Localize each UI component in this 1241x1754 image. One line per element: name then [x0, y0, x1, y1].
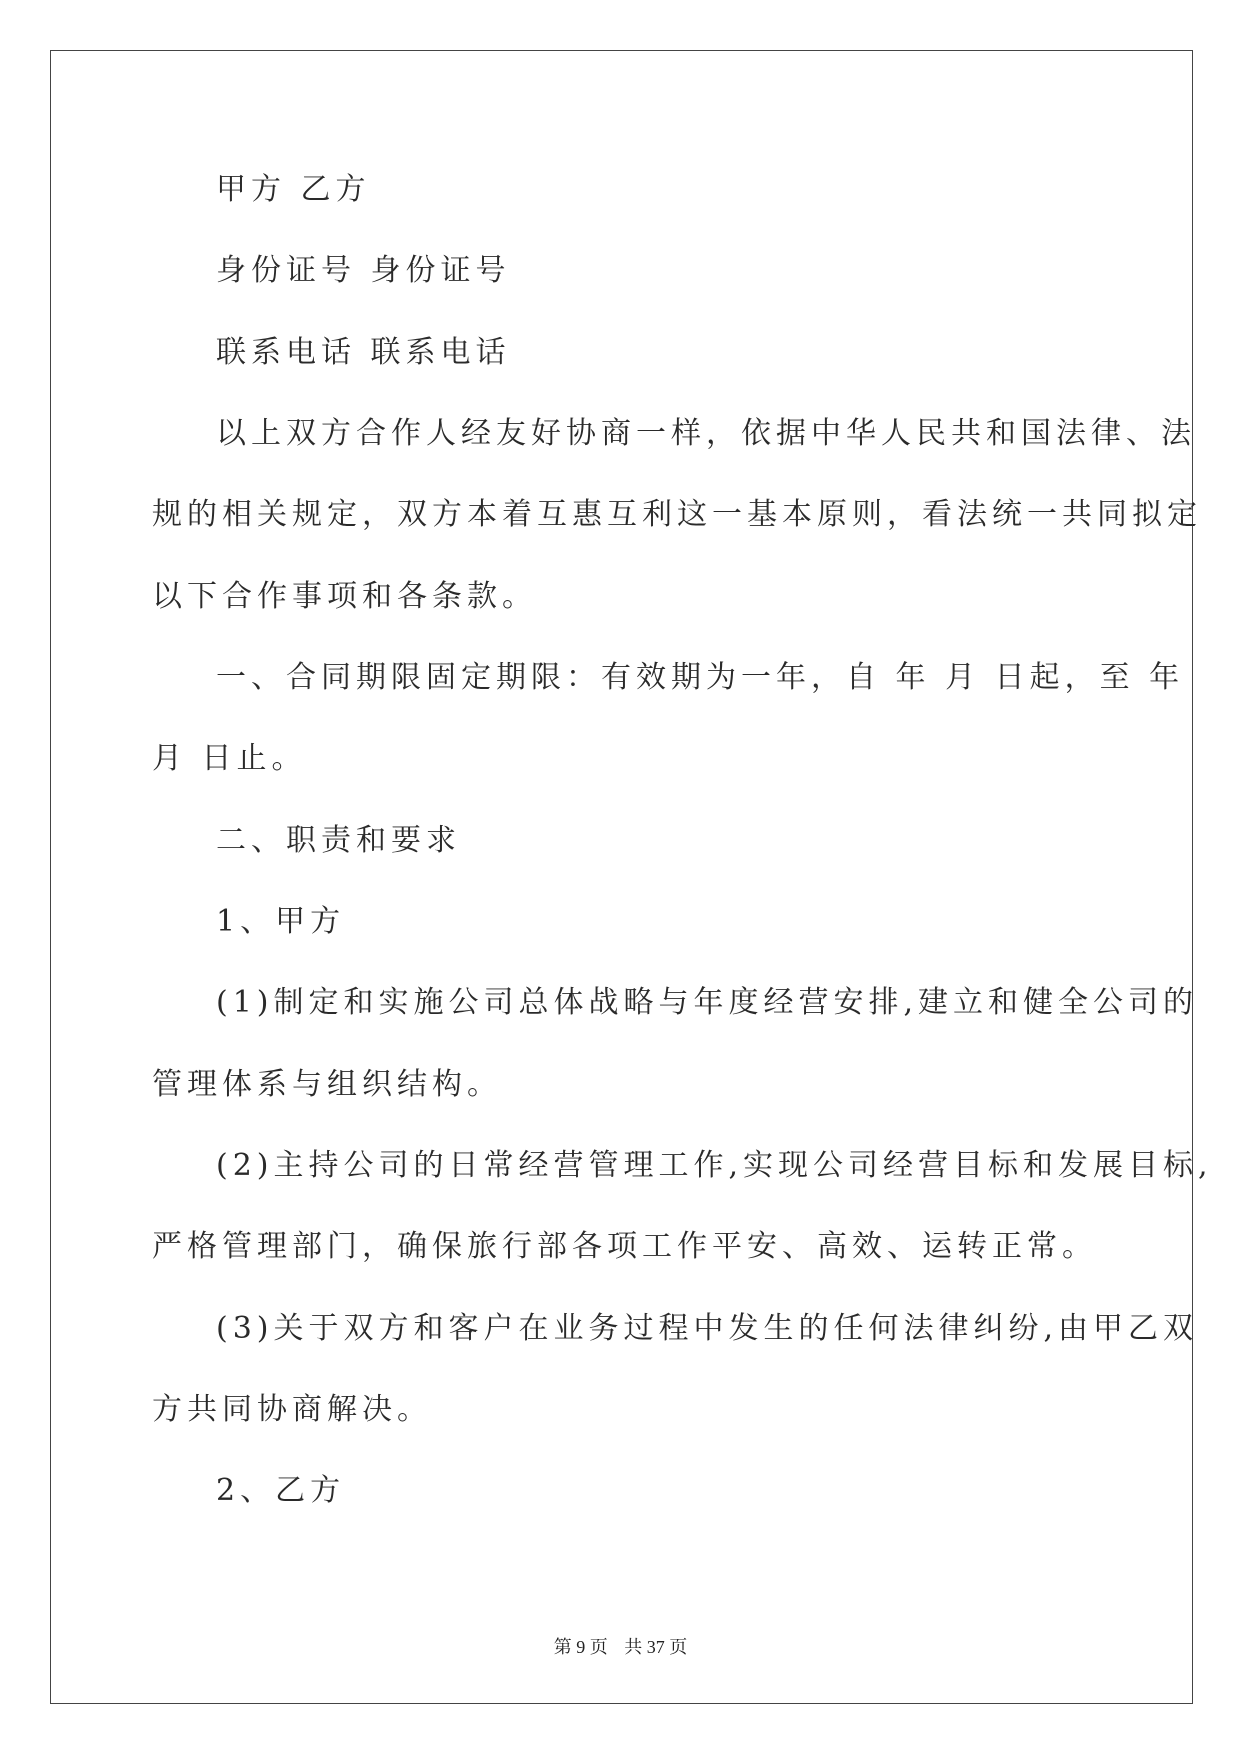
- intro-paragraph-line-3: 以下合作事项和各条款。: [152, 579, 537, 614]
- page-footer: [0, 1636, 1241, 1658]
- duty-item-2-line-2: 严格管理部门，确保旅行部各项工作平安、高效、运转正常。: [152, 1229, 1097, 1264]
- page-number: 第 9 页: [553, 1637, 608, 1657]
- party-header-line: 甲方 乙方: [216, 172, 371, 207]
- id-number-line: 身份证号 身份证号: [216, 253, 511, 288]
- intro-paragraph-line-2: 规的相关规定，双方本着互惠互利这一基本原则，看法统一共同拟定: [152, 497, 1202, 532]
- page-total: 共 37 页: [624, 1637, 688, 1657]
- section-heading-duties: 二、职责和要求: [216, 823, 461, 858]
- subsection-party-b: 2、乙方: [216, 1473, 346, 1508]
- duty-item-3-line-2: 方共同协商解决。: [152, 1392, 432, 1427]
- duty-item-3-line-1: (3)关于双方和客户在业务过程中发生的任何法律纠纷,由甲乙双: [216, 1311, 1199, 1346]
- intro-paragraph-line-1: 以上双方合作人经友好协商一样，依据中华人民共和国法律、法: [216, 416, 1196, 451]
- term-clause-line-2: 月 日止。: [152, 741, 307, 776]
- duty-item-1-line-2: 管理体系与组织结构。: [152, 1067, 502, 1102]
- term-clause-line-1: 一、合同期限固定期限：有效期为一年，自 年 月 日起，至 年: [216, 660, 1185, 695]
- duty-item-2-line-1: (2)主持公司的日常经营管理工作,实现公司经营目标和发展目标,: [216, 1148, 1213, 1183]
- phone-line: 联系电话 联系电话: [216, 335, 511, 370]
- duty-item-1-line-1: (1)制定和实施公司总体战略与年度经营安排,建立和健全公司的: [216, 985, 1199, 1020]
- subsection-party-a: 1、甲方: [216, 904, 346, 939]
